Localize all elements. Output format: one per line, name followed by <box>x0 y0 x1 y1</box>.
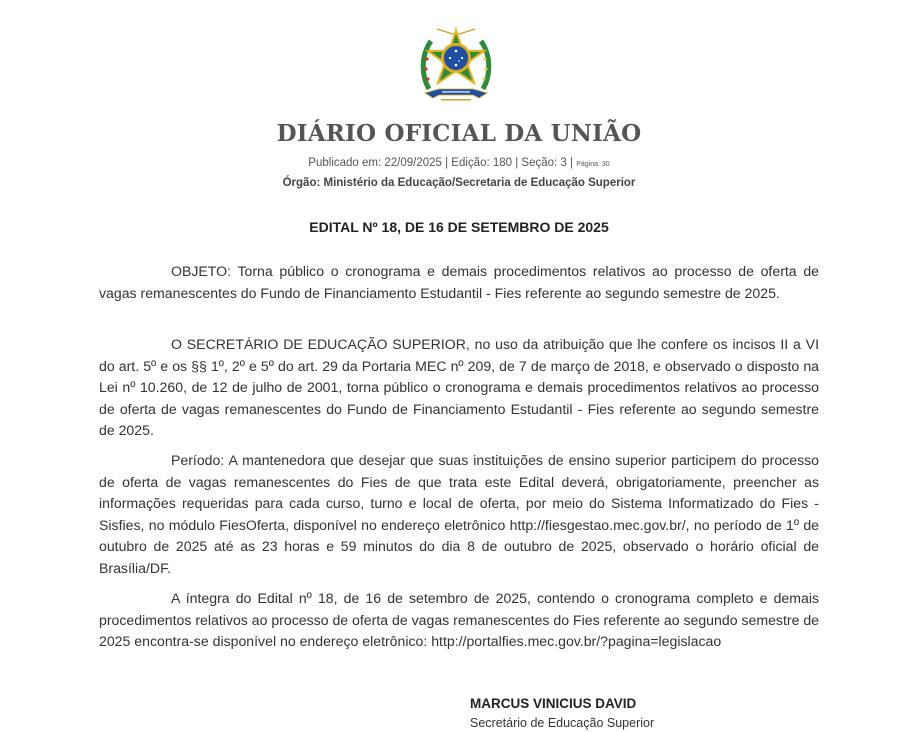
issuing-agency: Órgão: Ministério da Educação/Secretaria de Educação Superior <box>282 177 636 189</box>
document-heading: EDITAL Nº 18, DE 16 DE SETEMBRO DE 2025 <box>309 219 609 235</box>
publication-details: Publicado em: 22/09/2025 | Edição: 180 | Seção: 3 | <box>308 157 573 169</box>
signatory-role: Secretário de Educação Superior <box>470 716 655 730</box>
page-title: DIÁRIO OFICIAL DA UNIÃO <box>276 120 642 147</box>
paragraph-secretario: O SECRETÁRIO DE EDUCAÇÃO SUPERIOR, no uso da atribuição que lhe confere os incisos II a VI do art. 5º e os §§ 1º, 2º e 5º do art. 29 da Portaria MEC nº 209, de 7 de março de 2018, e observado o disposto na Lei nº 10.260, de 12 de julho de 2001, torna público o cronograma e demais procedimentos relativos ao processo de oferta de vagas remanescentes do Fundo de Financiamento Estudantil - Fies referente ao segundo semestre de 2025. <box>99 336 819 439</box>
publication-info <box>0 155 908 173</box>
signatory-name: MARCUS VINICIUS DAVID <box>470 696 637 711</box>
paragraph-objeto: OBJETO: Torna público o cronograma e demais procedimentos relativos ao processo de oferta de vagas remanescentes do Fundo de Financiamento Estudantil - Fies referente ao segundo semestre de 2025. <box>99 263 819 301</box>
paragraph-integra: A íntegra do Edital nº 18, de 16 de setembro de 2025, contendo o cronograma completo e demais procedimentos relativos ao processo de oferta de vagas remanescentes do Fies referente ao segundo semestre de 2025 encontra-se disponível no endereço eletrônico: http://portalfies.mec.gov.br/?pagina=legislacao <box>99 590 819 650</box>
page-number: Página: 30 <box>576 161 610 168</box>
signature-block <box>470 694 770 732</box>
brazil-coat-of-arms-icon <box>417 25 495 109</box>
paragraph-periodo: Período: A mantenedora que desejar que suas instituições de ensino superior participem do processo de oferta de vagas remanescentes do Fies de que trata este Edital deverá, obrigatoriamente, preencher as informações requeridas para cada curso, turno e local de oferta, por meio do Sistema Informatizado do Fies - Sisfies, no módulo FiesOferta, disponível no endereço eletrônico http://fiesgestao.mec.gov.br/, no período de 1º de outubro de 2025 até as 23 horas e 59 minutos do dia 8 de outubro de 2025, observado o horário oficial de Brasília/DF. <box>99 452 819 576</box>
